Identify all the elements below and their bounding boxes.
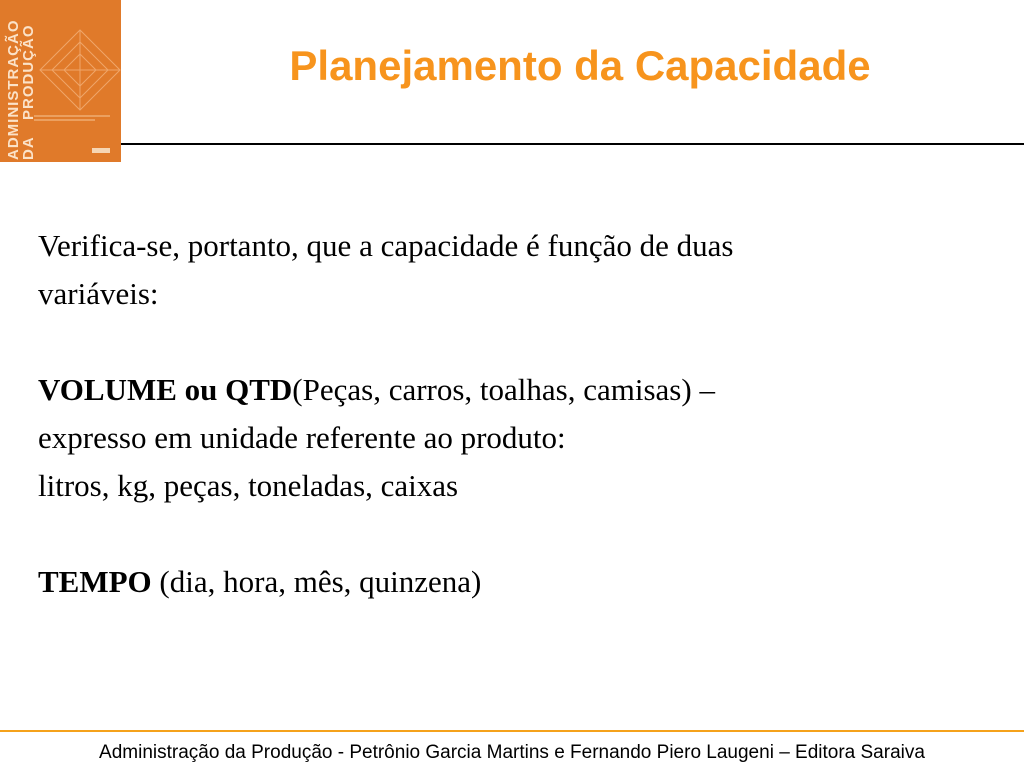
paragraph-gap	[38, 510, 998, 558]
tempo-line	[38, 558, 998, 606]
title-divider	[121, 143, 1024, 145]
body-line: variáveis:	[38, 276, 159, 311]
volume-description: (Peças, carros, toalhas, camisas) –	[292, 372, 715, 407]
cover-title-line2: DA	[20, 136, 37, 160]
cover-title-line1: ADMINISTRAÇÃO	[5, 19, 22, 160]
volume-line	[38, 366, 998, 414]
footer-credit: Administração da Produção - Petrônio Garcia Martins e Fernando Piero Laugeni – Editora Saraiva	[99, 742, 925, 763]
paragraph-gap	[38, 318, 998, 366]
body-line: Verifica-se, portanto, que a capacidade é função de duas	[38, 228, 734, 263]
cover-graphic	[0, 0, 121, 162]
footer-divider	[0, 730, 1024, 732]
slide-body	[38, 222, 998, 606]
tempo-description: (dia, hora, mês, quinzena)	[151, 564, 482, 599]
volume-term: VOLUME ou QTD	[38, 372, 293, 407]
book-cover-thumbnail	[0, 0, 121, 162]
cover-title-line3: PRODUÇÃO	[20, 24, 37, 120]
body-line: litros, kg, peças, toneladas, caixas	[38, 468, 459, 503]
slide-title: Planejamento da Capacidade	[289, 42, 871, 89]
body-line: expresso em unidade referente ao produto:	[38, 420, 566, 455]
tempo-term: TEMPO	[38, 564, 152, 599]
